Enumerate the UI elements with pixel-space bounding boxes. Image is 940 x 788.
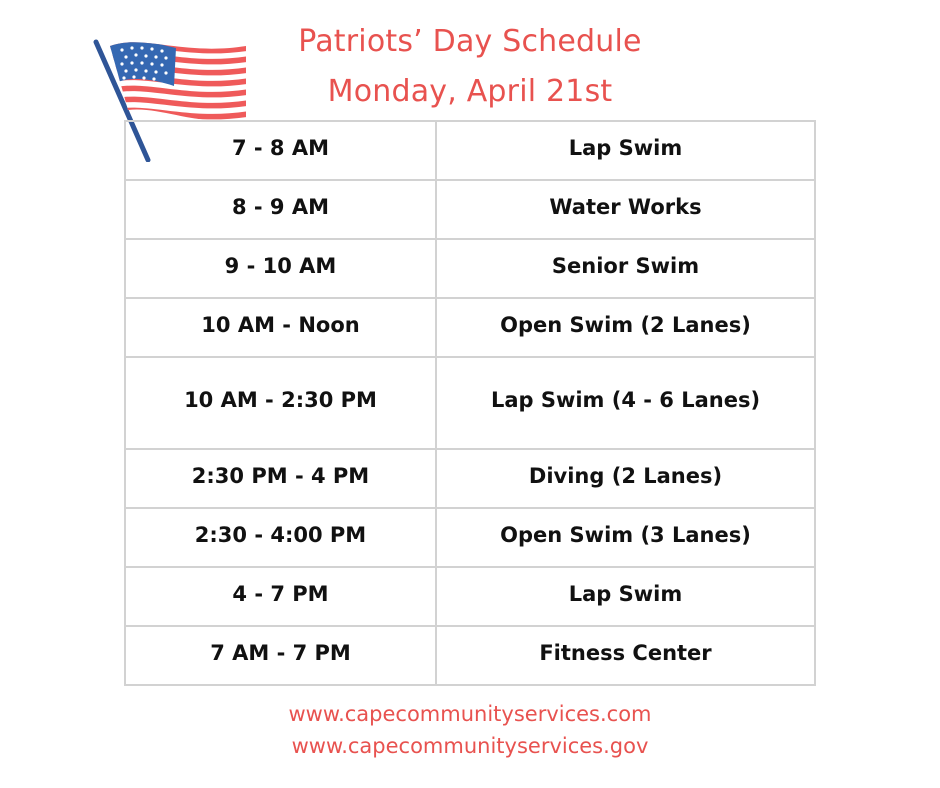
- time-cell: 8 - 9 AM: [125, 180, 436, 239]
- time-cell: 2:30 - 4:00 PM: [125, 508, 436, 567]
- activity-cell: Lap Swim: [436, 121, 815, 180]
- time-cell: 7 - 8 AM: [125, 121, 436, 180]
- website-url-gov: www.capecommunityservices.gov: [291, 734, 649, 758]
- time-cell: 9 - 10 AM: [125, 239, 436, 298]
- table-row: [125, 508, 815, 567]
- activity-cell: Senior Swim: [436, 239, 815, 298]
- table-row: [125, 180, 815, 239]
- table-row: [125, 357, 815, 449]
- time-cell: 10 AM - 2:30 PM: [125, 357, 436, 449]
- table-row: [125, 449, 815, 508]
- website-url-com: www.capecommunityservices.com: [288, 702, 652, 726]
- activity-cell: Open Swim (2 Lanes): [436, 298, 815, 357]
- table-row: [125, 626, 815, 685]
- activity-cell: Diving (2 Lanes): [436, 449, 815, 508]
- schedule-table: [124, 120, 816, 686]
- time-cell: 7 AM - 7 PM: [125, 626, 436, 685]
- page-title: Patriots’ Day Schedule: [298, 24, 642, 59]
- time-cell: 4 - 7 PM: [125, 567, 436, 626]
- activity-cell: Fitness Center: [436, 626, 815, 685]
- page-subtitle-date: Monday, April 21st: [327, 74, 613, 109]
- activity-cell: Water Works: [436, 180, 815, 239]
- time-cell: 10 AM - Noon: [125, 298, 436, 357]
- activity-cell: Open Swim (3 Lanes): [436, 508, 815, 567]
- table-row: [125, 567, 815, 626]
- activity-cell: Lap Swim: [436, 567, 815, 626]
- time-cell: 2:30 PM - 4 PM: [125, 449, 436, 508]
- table-row: [125, 121, 815, 180]
- activity-cell: Lap Swim (4 - 6 Lanes): [436, 357, 815, 449]
- table-row: [125, 239, 815, 298]
- table-row: [125, 298, 815, 357]
